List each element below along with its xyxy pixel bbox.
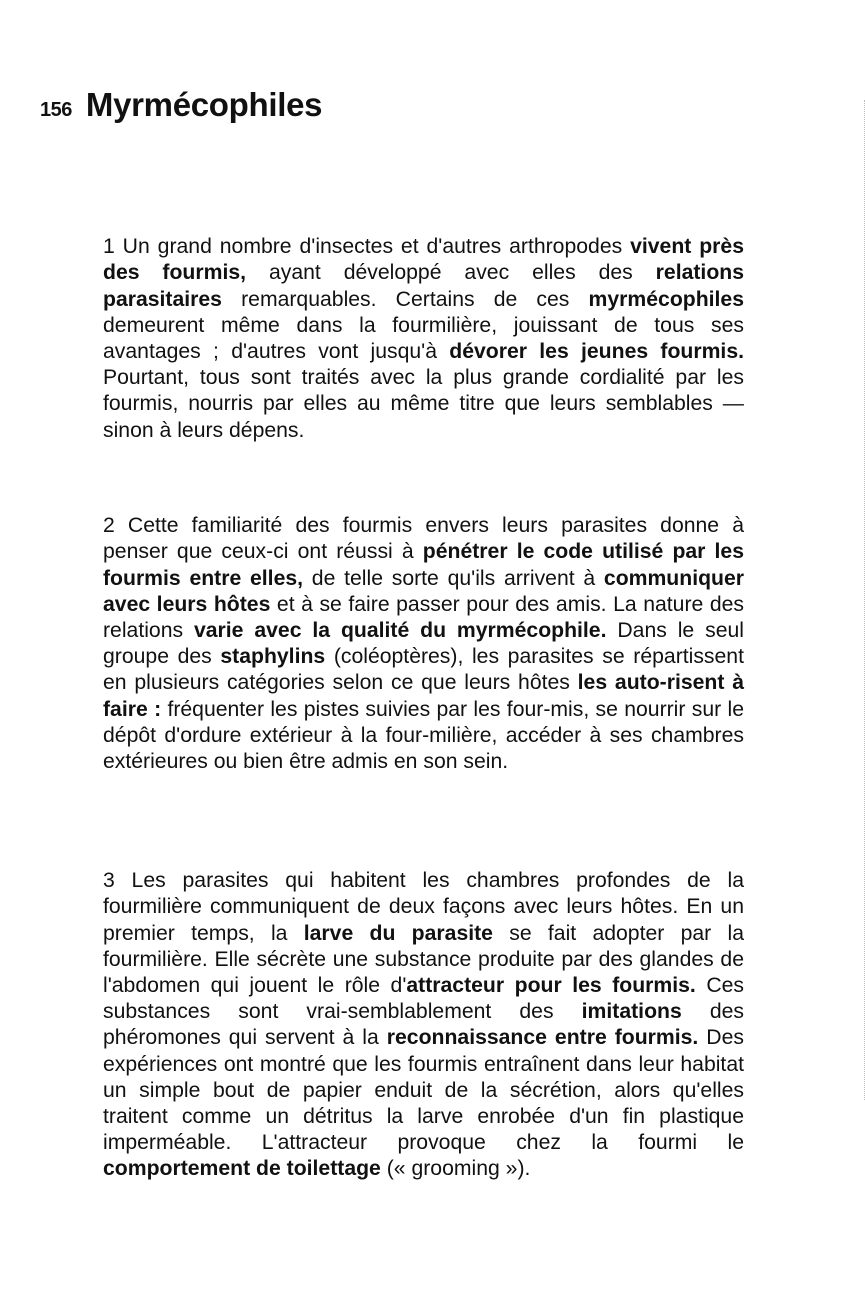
bold-term: varie avec la qualité du myrmécophile. <box>193 619 607 642</box>
text-run: se fait adopter par la fourmilière. Elle sécrète une substance produite par des glandes de l'abdomen qui jouent le rôle d' <box>103 921 744 997</box>
bold-term: reconnaissance entre fourmis. <box>386 1026 699 1050</box>
bold-term: staphylins <box>220 645 326 669</box>
bold-term: comportement de toilettage <box>103 1157 381 1181</box>
page-edge-shadow <box>861 100 865 1100</box>
text-run: 2 Cette familiarité des fourmis envers leurs parasites donne à penser que ceux-ci ont réussi à <box>103 514 744 564</box>
text-run: Ces substances sont vrai-semblablement des <box>103 974 744 1024</box>
text-run: 1 Un grand nombre d'insectes et d'autres arthropodes <box>103 235 631 259</box>
page-title: Myrmécophiles <box>85 86 323 123</box>
bold-term: imitations <box>581 1000 682 1024</box>
bold-term: attracteur pour les fourmis. <box>406 974 696 997</box>
bold-term: dévorer les jeunes fourmis. <box>449 340 744 363</box>
text-run: Pourtant, tous sont traités avec la plus grande cordialité par les fourmis, nourris par elles au même titre que leurs semblables — sinon à leurs dépens. <box>103 366 744 442</box>
text-run: demeurent même dans la fourmilière, jouissant de tous ses avantages ; d'autres vont jusqu'à <box>103 313 744 363</box>
text-run: ayant développé avec elles des <box>246 261 656 285</box>
page-header <box>40 86 322 124</box>
text-run: des phéromones qui servent à la <box>103 1000 744 1050</box>
text-run: 3 Les parasites qui habitent les chambres profondes de la fourmilière communiquent de deux façons avec leurs hôtes. En un premier temps, la <box>103 869 744 945</box>
page-number: 156 <box>40 99 72 121</box>
text-run: remarquables. Certains de ces <box>221 287 589 311</box>
bold-term: myrmécophiles <box>588 287 744 311</box>
bold-term: pénétrer le code utilisé par les fourmis entre elles, <box>103 540 745 590</box>
text-run: fréquenter les pistes suivies par les four-mis, se nourrir sur le dépôt d'ordure extérieur à la four-milière, accéder à ses chambres extérieures ou bien être admis en son sein. <box>103 697 744 774</box>
bold-term: relations parasitaires <box>103 261 744 311</box>
paragraph-1 <box>103 234 744 444</box>
text-run: de telle sorte qu'ils arrivent à <box>303 566 604 590</box>
text-run: (coléoptères), les parasites se répartissent en plusieurs catégories selon ce que leurs hôtes <box>103 645 744 695</box>
text-run: Dans le seul groupe des <box>103 619 744 669</box>
text-run: (« grooming »). <box>380 1157 531 1181</box>
bold-term: larve du parasite <box>303 921 493 945</box>
paragraph-3 <box>103 868 744 1182</box>
bold-term: les auto-risent à faire : <box>103 671 744 721</box>
text-run: Des expériences ont montré que les fourmis entraînent dans leur habitat un simple bout de papier enduit de la sécrétion, alors qu'elles traitent comme un détritus la larve enrobée d'un fin plastique imperméable. L'attracteur provoque chez la fourmi le <box>103 1026 744 1155</box>
bold-term: communiquer avec leurs hôtes <box>103 566 744 616</box>
paragraph-2 <box>103 513 744 775</box>
bold-term: vivent près des fourmis, <box>103 235 744 285</box>
text-run: et à se faire passer pour des amis. La nature des relations <box>103 592 744 642</box>
